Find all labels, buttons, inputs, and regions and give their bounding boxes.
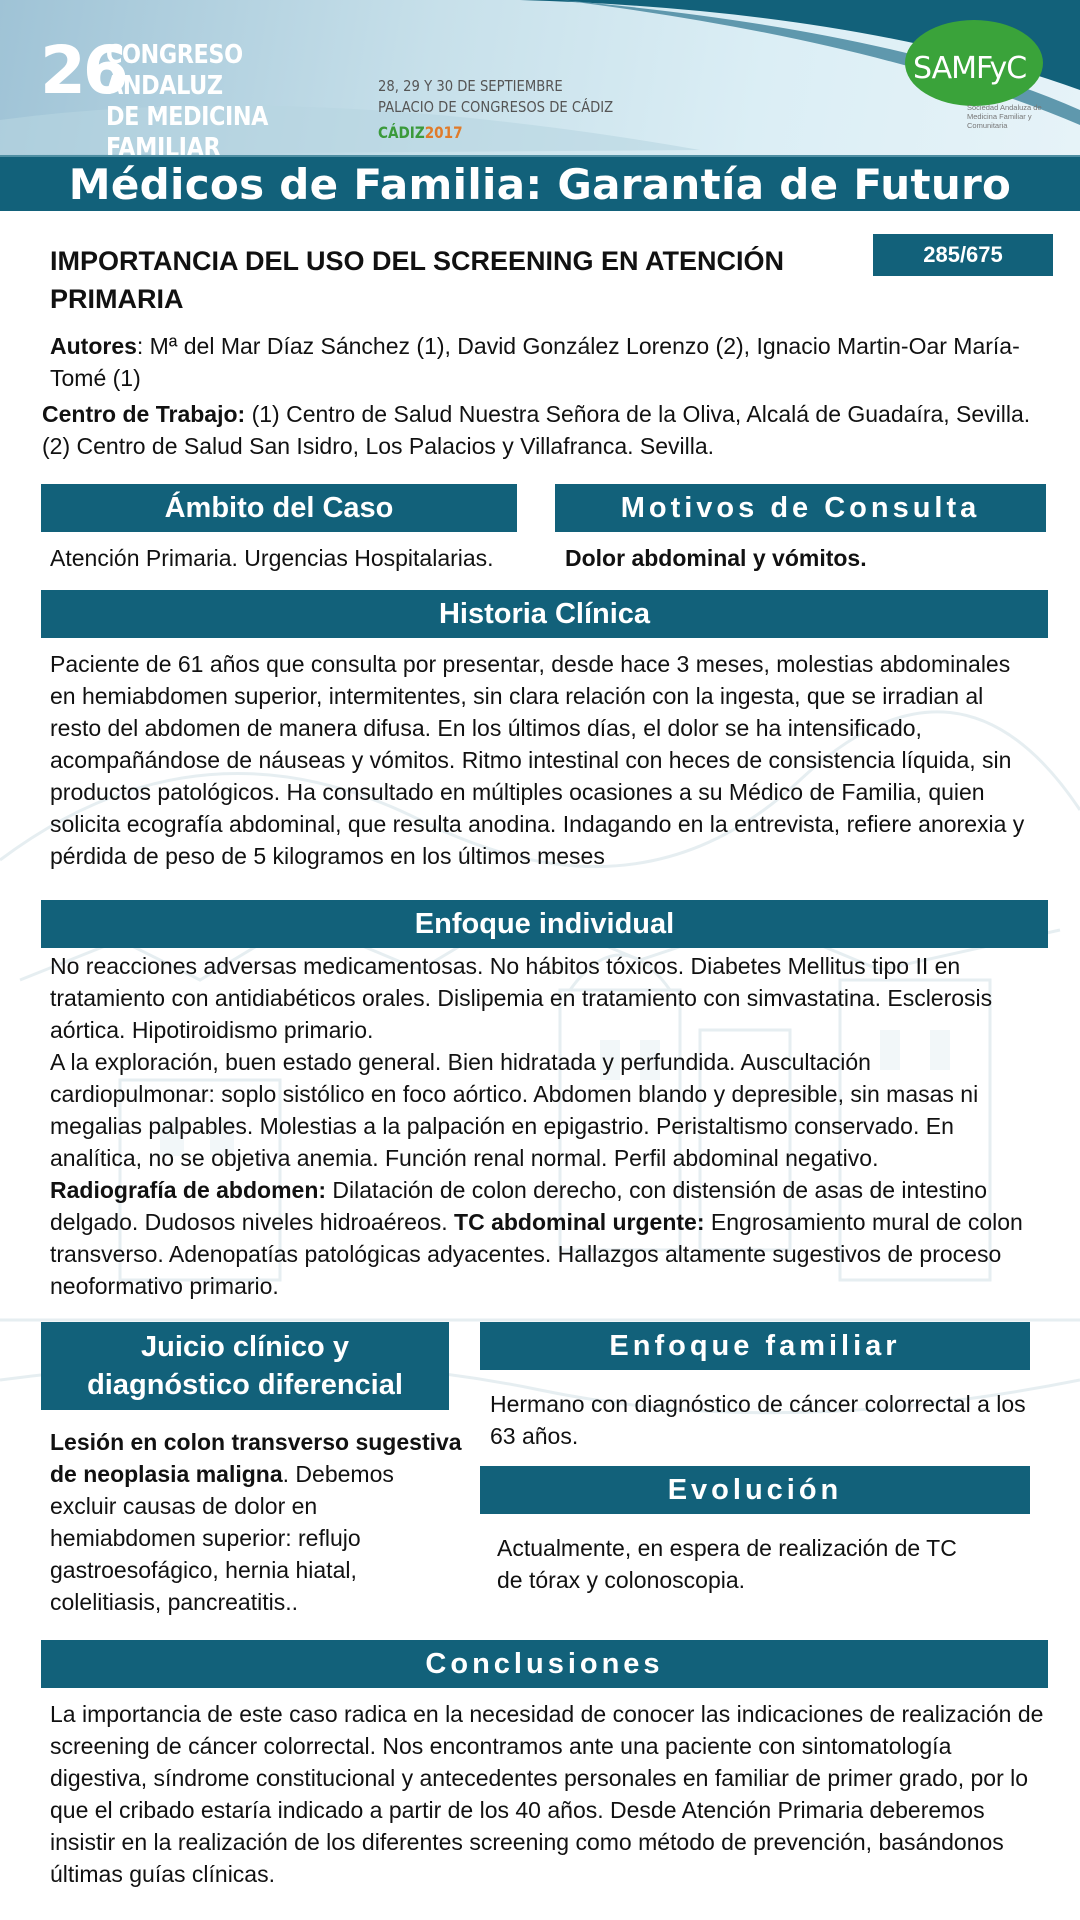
juicio-title-line: diagnóstico diferencial bbox=[87, 1369, 403, 1401]
juicio-body-text: . Debemos excluir causas de dolor en hemiabdomen superior: reflujo gastroesofágico, hernia hiatal, colelitiasis, pancreatitis.. bbox=[50, 1461, 394, 1615]
authors-label: Autores bbox=[50, 333, 137, 359]
section-ambito-header: Ámbito del Caso bbox=[41, 484, 517, 532]
workplace bbox=[42, 398, 1032, 462]
logo-subtitle: Sociedad Andaluza de Medicina Familiar y Comunitaria bbox=[967, 103, 1042, 130]
authors bbox=[50, 330, 1030, 394]
enfoque-individual-paragraph: No reacciones adversas medicamentosas. No hábitos tóxicos. Diabetes Mellitus tipo II en tratamiento con antidiabéticos orales. Dislipemia en tratamiento con simvastatina. Esclerosis aórtica. Hipotiroidismo primario. bbox=[50, 953, 993, 1043]
section-enfoque-individual-header: Enfoque individual bbox=[41, 900, 1048, 948]
ambito-text: Atención Primaria. Urgencias Hospitalarias. bbox=[50, 545, 494, 571]
section-conclusiones-header: Conclusiones bbox=[41, 1640, 1048, 1688]
workplace-label: Centro de Trabajo: bbox=[42, 401, 246, 427]
congress-title-line: CONGRESO ANDALUZ bbox=[106, 40, 243, 101]
section-historia-header: Historia Clínica bbox=[41, 590, 1048, 638]
authors-text: : Mª del Mar Díaz Sánchez (1), David González Lorenzo (2), Ignacio Martin-Oar María-Tomé (1) bbox=[50, 333, 1020, 391]
rx-text: Dilatación de colon derecho, con distensión de asas de intestino delgado. Dudosos niveles hidroaéreos. bbox=[50, 1177, 988, 1235]
congress-year: 2017 bbox=[424, 123, 463, 142]
logo-text: SAMFyC bbox=[913, 51, 1027, 86]
congress-venue-line: PALACIO DE CONGRESOS DE CÁDIZ bbox=[378, 98, 614, 116]
main-title: Médicos de Familia: Garantía de Futuro bbox=[68, 160, 1012, 209]
congress-title-line: DE MEDICINA FAMILIAR bbox=[106, 102, 269, 155]
tc-label: TC abdominal urgente: bbox=[454, 1209, 705, 1235]
workplace-text: (1) Centro de Salud Nuestra Señora de la Oliva, Alcalá de Guadaíra, Sevilla. (2) Centro de Salud San Isidro, Los Palacios y Villafranca. Sevilla. bbox=[42, 401, 1031, 459]
section-motivos-header: Motivos de Consulta bbox=[555, 484, 1046, 532]
juicio-title-line: Juicio clínico y bbox=[141, 1331, 349, 1363]
paper-title: IMPORTANCIA DEL USO DEL SCREENING EN ATENCIÓN PRIMARIA bbox=[50, 246, 785, 314]
juicio-text bbox=[50, 1426, 465, 1618]
evolucion-text: Actualmente, en espera de realización de TC de tórax y colonoscopia. bbox=[497, 1535, 957, 1593]
paper-id-badge: 285/675 bbox=[873, 234, 1053, 276]
motivos-text: Dolor abdominal y vómitos. bbox=[565, 545, 867, 571]
historia-text: Paciente de 61 años que consulta por presentar, desde hace 3 meses, molestias abdominales en hemiabdomen superior, intermitentes, sin clara relación con la ingesta, que se irradian al resto del abdomen de manera difusa. En los últimos días, el dolor se ha intensificado, acompañándose de náuseas y vómitos. Ritmo intestinal con heces de consistencia líquida, sin productos patológicos. Ha consultado en múltiples ocasiones a su Médico de Familia, quien solicita ecografía abdominal, que resulta anodina. Indagando en la entrevista, refiere anorexia y pérdida de peso de 5 kilogramos en los últimos meses bbox=[50, 651, 1025, 869]
juicio-bold-text: Lesión en colon transverso sugestiva de neoplasia maligna bbox=[50, 1429, 462, 1487]
enfoque-individual-text bbox=[50, 950, 1040, 1302]
rx-label: Radiografía de abdomen: bbox=[50, 1177, 327, 1203]
enfoque-individual-imaging bbox=[50, 1174, 1040, 1302]
congress-city: CÁDIZ bbox=[378, 123, 425, 142]
enfoque-familiar-text: Hermano con diagnóstico de cáncer colorrectal a los 63 años. bbox=[490, 1391, 1026, 1449]
tc-text: Engrosamiento mural de colon transverso. Adenopatías patológicas adyacentes. Hallazgos altamente sugestivos de proceso neoformativo primario. bbox=[50, 1209, 1023, 1299]
enfoque-individual-paragraph: A la exploración, buen estado general. Bien hidratada y perfundida. Auscultación cardiopulmonar: soplo sistólico en foco aórtico. Abdomen blando y depresible, sin masas ni megalias palpables. Molestias a la palpación en epigastrio. Peristaltismo conservado. En analítica, no se objetiva anemia. Función renal normal. Perfil abdominal negativo. bbox=[50, 1049, 979, 1171]
section-juicio-header bbox=[41, 1322, 449, 1410]
congress-number: 26 bbox=[40, 32, 126, 109]
conclusiones-text: La importancia de este caso radica en la necesidad de conocer las indicaciones de realización de screening de cáncer colorrectal. Nos encontramos ante una paciente con sintomatología digestiva, síndrome constitucional y antecedentes personales en familiar de primer grado, por lo que el cribado estaría indicado a partir de los 40 años. Desde Atención Primaria deberemos insistir en la realización de los diferentes screening como método de prevención, basándonos últimas guías clínicas. bbox=[50, 1701, 1044, 1887]
congress-dates-line: 28, 29 Y 30 DE SEPTIEMBRE bbox=[378, 77, 563, 95]
section-enfoque-familiar-header: Enfoque familiar bbox=[480, 1322, 1030, 1370]
section-evolucion-header: Evolución bbox=[480, 1466, 1030, 1514]
